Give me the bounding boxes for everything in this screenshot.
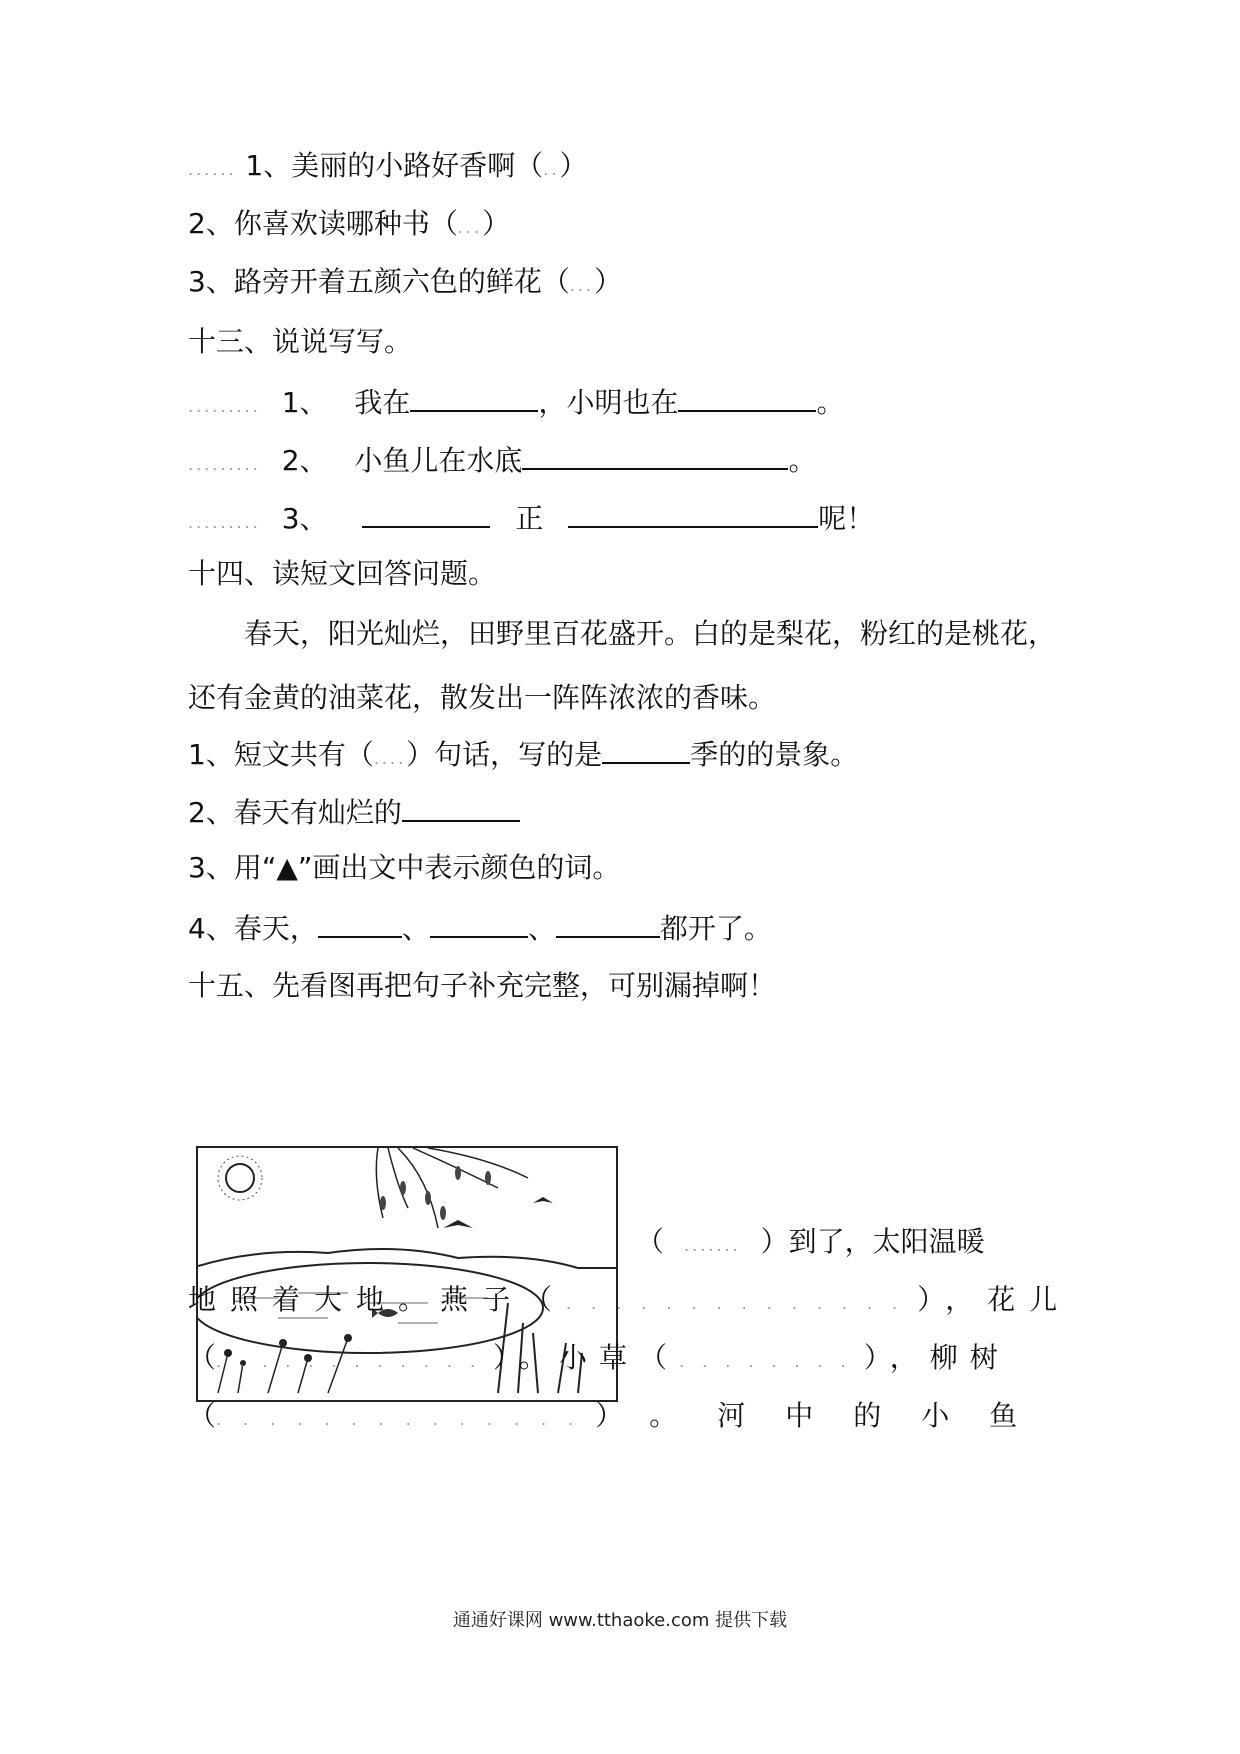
q12-item-3: 3、路旁开着五颜六色的鲜花（...） bbox=[188, 265, 623, 298]
swallow-icon bbox=[533, 1197, 553, 1203]
section-13-title: 十三、说说写写。 bbox=[188, 325, 413, 358]
blank[interactable] bbox=[602, 732, 690, 764]
willow-icon bbox=[376, 1148, 528, 1228]
section-14-title: 十四、读短文回答问题。 bbox=[188, 557, 497, 590]
swallow-icon bbox=[443, 1220, 473, 1228]
q14-item-4: 4、春天， 、 、 都开了。 bbox=[188, 906, 772, 949]
blank[interactable] bbox=[402, 790, 520, 822]
blank[interactable] bbox=[568, 496, 818, 528]
q15-line-2: 地照着大地。燕子（..............），花儿 bbox=[188, 1283, 1072, 1316]
blank[interactable] bbox=[430, 906, 528, 938]
q12-item-1: ...... 1、美丽的小路好香啊（..） bbox=[188, 149, 588, 182]
q13-item-2: ......... 2、 小鱼儿在水底 。 bbox=[188, 438, 816, 485]
footer: 通通好课网 www.tthaoke.com 提供下载 bbox=[452, 1610, 788, 1631]
q15-line-1: （ ....... ）到了，太阳温暖 bbox=[636, 1225, 985, 1258]
q14-item-3: 3、用“▲”画出文中表示颜色的词。 bbox=[188, 851, 621, 884]
sun-icon bbox=[226, 1164, 254, 1192]
q14-item-1: 1、短文共有（....）句话，写的是 季的的景象。 bbox=[188, 732, 858, 779]
section-15-title: 十五、先看图再把句子补充完整，可别漏掉啊！ bbox=[188, 969, 777, 1002]
blank[interactable] bbox=[678, 380, 816, 412]
passage: 春天，阳光灿烂，田野里百花盛开。白的是梨花，粉红的是桃花， 还有金黄的油菜花，散发出一阵阵浓浓的香味。 bbox=[188, 617, 1057, 714]
q12-item-2: 2、你喜欢读哪种书（...） bbox=[188, 207, 511, 240]
blank[interactable] bbox=[362, 496, 490, 528]
blank[interactable] bbox=[556, 906, 660, 938]
blank[interactable] bbox=[522, 438, 788, 470]
q15-line-3: （............）。小草（........），柳树 bbox=[188, 1341, 1010, 1374]
shore bbox=[198, 1249, 616, 1268]
dots: ...... bbox=[188, 160, 237, 179]
q13-item-3: ......... 3、 正 呢！ bbox=[188, 496, 874, 543]
q13-item-1: ......... 1、 我在 ，小明也在 。 bbox=[188, 380, 844, 427]
blank[interactable] bbox=[410, 380, 538, 412]
q15-line-4: （..............）。河中的小鱼 bbox=[188, 1399, 1058, 1432]
blank[interactable] bbox=[318, 906, 402, 938]
q14-item-2: 2、春天有灿烂的 bbox=[188, 790, 520, 833]
